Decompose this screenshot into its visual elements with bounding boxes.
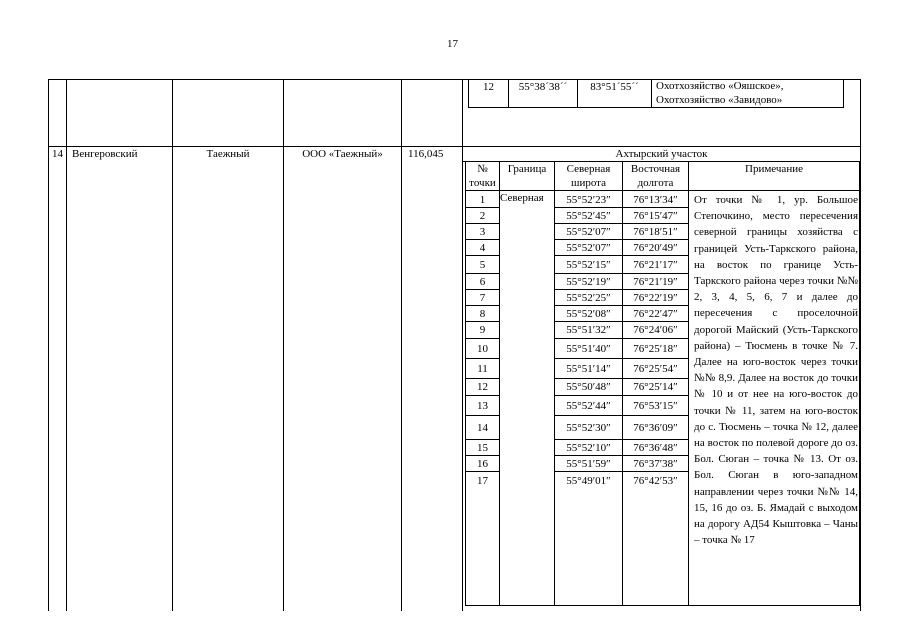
point-number: 12 [483,81,494,93]
row-line [465,395,500,396]
point-number: 14 [477,421,488,434]
row-line [554,395,689,396]
point-number: 4 [479,241,486,254]
longitude-value: 76°53′15″ [633,399,678,412]
note-line: Охотхозяйство «Завидово» [656,94,783,106]
row-line [465,321,500,322]
route-description [694,192,858,548]
point-number: 6 [479,275,486,288]
header-note: Примечание [745,163,803,175]
longitude-value: 76°36′09″ [633,421,678,434]
row-line [465,605,860,606]
latitude-value: 55°52′07″ [566,241,611,254]
column-line [66,79,67,611]
point-number: 16 [477,457,488,470]
row-line [465,378,500,379]
latitude-value: 55°49′01″ [566,474,611,487]
border-value: Северная [500,192,544,204]
column-line [499,161,500,606]
latitude-value: 55°52′45″ [566,209,611,222]
header-border: Граница [507,163,547,175]
longitude-value: 76°13′34″ [633,193,678,206]
latitude-value: 55°52′08″ [566,307,611,320]
note-line: Охотхозяйство «Ояшское», [656,80,784,92]
column-line [688,161,689,606]
longitude-value: 76°25′54″ [633,362,678,375]
longitude-value: 76°42′53″ [633,474,678,487]
row-line [554,471,689,472]
header-longitude: долгота [637,177,674,189]
column-line [651,79,652,108]
row-line [554,255,689,256]
longitude-value: 76°20′49″ [633,241,678,254]
latitude-value: 55°51′14″ [566,362,611,375]
row-line [465,415,500,416]
latitude-value: 55°52′30″ [566,421,611,434]
latitude-value: 55°52′10″ [566,441,611,454]
latitude-value: 55°51′59″ [566,457,611,470]
point-number: 7 [479,291,486,304]
column-line [859,161,860,606]
column-line [843,79,844,108]
longitude-value: 76°25′14″ [633,381,678,393]
row-line [554,415,689,416]
longitude-value: 76°22′47″ [633,307,678,320]
area-value: 116,045 [408,148,444,160]
row-line [554,321,689,322]
column-line [401,79,402,611]
district-name: Венгеровский [72,148,138,160]
point-number: 8 [479,307,486,320]
longitude-value: 76°24′06″ [633,324,678,336]
row-line [465,358,500,359]
latitude-value: 55°38´38´´ [518,81,568,93]
hunting-ground-name: Таежный [206,148,250,160]
header-latitude: широта [570,177,607,189]
point-number: 15 [477,441,488,454]
point-number: 12 [477,381,488,393]
row-line [465,338,500,339]
point-number: 11 [477,362,488,375]
column-line [48,79,49,611]
user-name: ООО «Таежный» [302,148,383,160]
longitude-value: 76°21′19″ [633,275,678,288]
latitude-value: 55°51′32″ [566,324,611,336]
header-longitude: Восточная [630,163,681,175]
latitude-value: 55°52′19″ [566,275,611,288]
header-point-word: точки [469,177,496,189]
point-number: 17 [477,474,488,487]
page-number: 17 [447,38,458,50]
longitude-value: 76°36′48″ [633,441,678,454]
longitude-value: 76°18′51″ [633,225,678,238]
longitude-value: 76°21′17″ [633,258,678,271]
point-number: 3 [479,225,486,238]
latitude-value: 55°52′25″ [566,291,611,304]
longitude-value: 76°37′38″ [633,457,678,470]
longitude-value: 76°15′47″ [633,209,678,222]
point-number: 2 [479,209,486,222]
route-description-text: От точки № 1, ур. Большое Степочкино, место пересечения северной границы хозяйства с границей Усть-Таркского района, на восток по границе Усть-Таркского района через точки №№ 2, 3, 4, 5, 6, 7 и далее до пересечения с проселочной дорогой Майский (Усть-Таркского района) – Тюсмень в точке № 7. Далее на юго-восток через точки №№ 8,9. Далее на восток до точки № 10 и от нее на юго-восток до точки № 11, затем на юго-восток до с. Тюсмень – точка № 12, далее на восток по полевой дороге до оз. Бол. Сюган – точка № 13. От оз. Бол. Сюган в юго-западном направлении через точки №№ 14, 15, 16 до оз. Б. Ямадай с выходом на дорогу АД54 Кыштовка – Чаны – точка № 17 [694,194,858,547]
longitude-value: 83°51´55´´ [590,81,639,93]
latitude-value: 55°50′48″ [566,381,611,393]
latitude-value: 55°51′40″ [566,342,611,355]
row-line [465,255,500,256]
row-line [465,471,500,472]
point-number: 1 [479,193,486,206]
row-number: 14 [52,148,63,160]
row-line [554,378,689,379]
header-latitude: Северная [566,163,611,175]
section-title: Ахтырский участок [615,148,708,160]
latitude-value: 55°52′44″ [566,399,611,412]
longitude-value: 76°25′18″ [633,342,678,355]
point-number: 10 [477,342,488,355]
row-line [554,338,689,339]
point-number: 9 [479,324,486,336]
point-number: 13 [477,399,488,412]
header-point-no: № [477,163,488,175]
column-line [860,79,861,611]
row-line [468,107,844,108]
longitude-value: 76°22′19″ [633,291,678,304]
point-number: 5 [479,258,486,271]
row-line [554,358,689,359]
latitude-value: 55°52′15″ [566,258,611,271]
latitude-value: 55°52′23″ [566,193,611,206]
latitude-value: 55°52′07″ [566,225,611,238]
